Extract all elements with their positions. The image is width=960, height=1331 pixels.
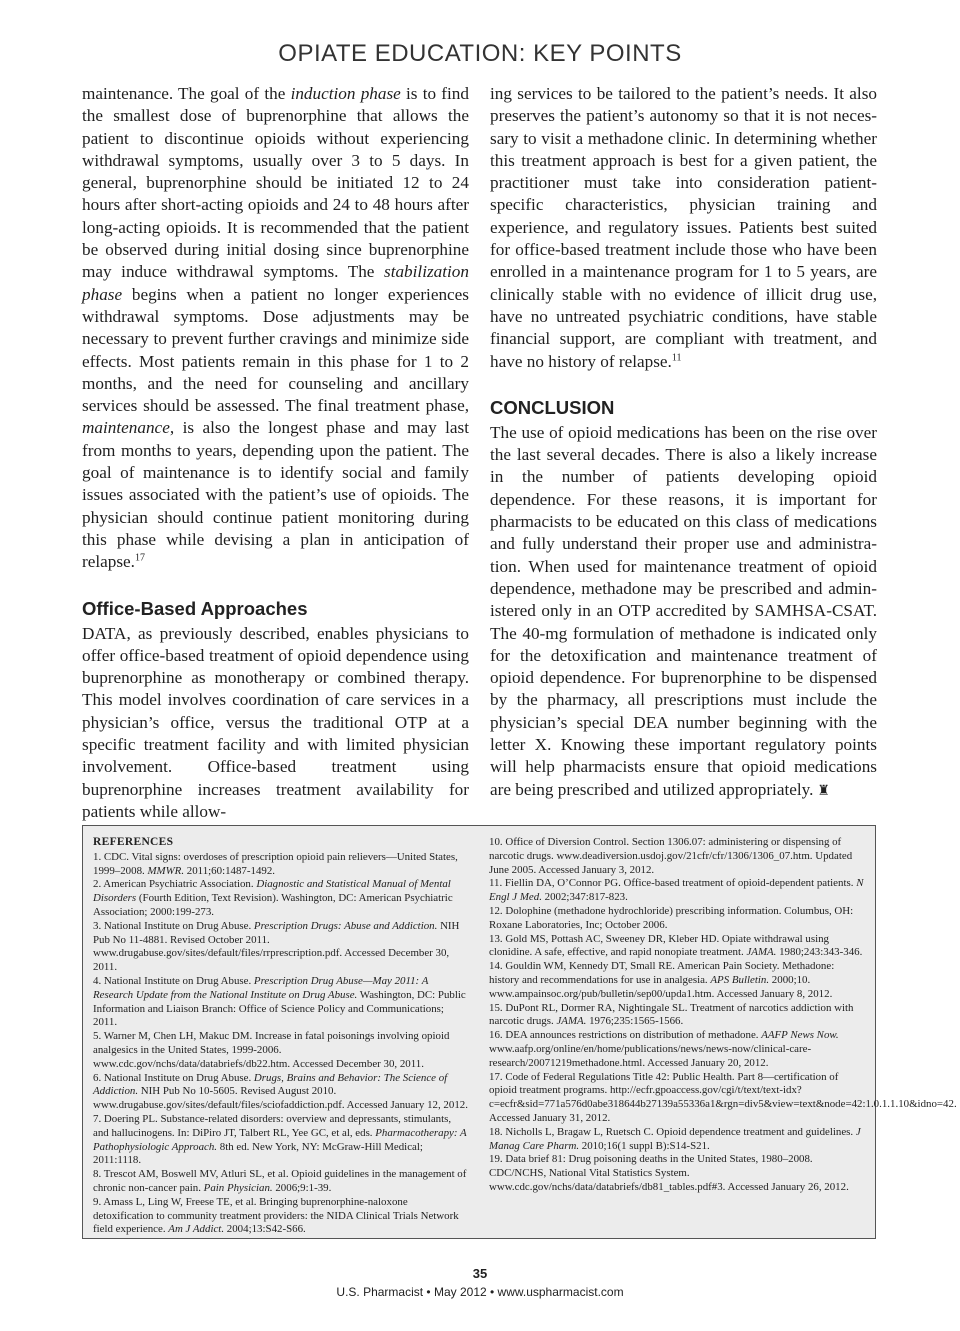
body-paragraph <box>490 83 877 373</box>
text-run: NIH Pub No 10-5605. Revised August 2010. www.drugabuse.gov/sites/default/files/sciofaddiction.pdf. Accessed January 12, 2012. <box>93 1085 468 1112</box>
italic-text: Pharmacotherapy: A Pathophysiologic Approach. <box>93 1126 467 1153</box>
running-head: OPIATE EDUCATION: KEY POINTS <box>278 40 682 67</box>
italic-text: MMWR. <box>147 864 185 877</box>
references-title: REFERENCES <box>93 836 174 848</box>
text-run: The use of opioid medications has been on the rise over the last several decades. There is also a likely increase in the number of patients developing opioid dependence. For these reasons, it is important for pharmacists to be educated on this class of medications and fully understand their proper use and administration. When used for maintenance treatment of opioid dependence, methadone may be prescribed and administered only in an OTP accredited by SAMHSA-CSAT. The 40-mg formulation of methadone is indicated only for the detoxification and maintenance treatment of opioid dependence. For buprenorphine to be dispensed by the pharmacy, all prescriptions must include the physician’s special DEA number beginning with the letter X. Knowing these important regulatory points will help pharmacists ensure that opioid medications are being prescribed and utilized appropriately. <box>490 422 877 799</box>
text-run: 4. National Institute on Drug Abuse. <box>93 974 254 987</box>
italic-text: Drugs, Brains and Behavior: The Science of Addiction. <box>93 1071 448 1098</box>
italic-text: JAMA. <box>746 946 777 959</box>
reference-item <box>93 975 468 1030</box>
conclusion-text <box>490 423 877 799</box>
text-run: 2004;13:S42-S66. <box>224 1223 306 1236</box>
text-run: 8th ed. New York, NY: McGraw-Hill Medical; 2011:1118. <box>93 1140 423 1167</box>
text-run: 11. Fiellin DA, O’Connor PG. Office-based treatment of opioid-dependent patients. <box>489 877 857 890</box>
text-run: 2010;16(1 suppl B):S14-S21. <box>579 1139 710 1152</box>
italic-text: Am J Addict. <box>168 1223 225 1236</box>
references-left-column <box>93 836 468 1237</box>
reference-item <box>93 878 468 919</box>
text-run: 2. American Psychiatric Association. <box>93 878 257 891</box>
italic-text: Prescription Drugs: Abuse and Addiction. <box>253 919 438 932</box>
left-column <box>82 83 469 823</box>
reference-item <box>93 1196 468 1237</box>
text-run: 5. Warner M, Chen LH, Makuc DM. Increase in fatal poisonings involving opioid analgesics in the United States, 1999-2006. www.cdc.gov/nchs/data/databriefs/db22.htm. Accessed December 30, 2011. <box>93 1030 450 1070</box>
text-run: www.aafp.org/online/en/home/publications/news/news-now/clinical-care-research/20071219methadone.html. Accessed January 20, 2012. <box>489 1042 812 1069</box>
text-run: DATA, as previously described, enables physicians to offer office-based treatment of opioid dependence using buprenorphine as monotherapy or combined therapy. This model involves coordination of care services in a physician’s office, versus the traditional OTP at a specific treatment facility and with limited physician involvement. Office-based treatment using buprenorphine increases treatment availability for patients while allow- <box>82 623 469 821</box>
end-of-article-icon: ♜ <box>817 783 830 799</box>
text-run: 15. DuPont RL, Dormer RA, Nightingale SL. Treatment of narcotics addiction with narcotic drugs. <box>489 1001 854 1028</box>
reference-item <box>93 1072 468 1113</box>
references-box <box>82 825 957 1239</box>
text-run: 1980;243:343-346. <box>776 946 863 959</box>
reference-item <box>489 1002 864 1030</box>
reference-item <box>93 920 468 975</box>
references-right-column <box>489 836 957 1195</box>
italic-text: J Manag Care Pharm. <box>489 1125 861 1152</box>
reference-item <box>489 1029 864 1070</box>
italic-text: AAFP News Now. <box>761 1029 839 1042</box>
text-run: 17. Code of Federal Regulations Title 42: Public Health. Part 8—certification of opioid treatment programs. http://ecfr.gpoaccess.gov/cgi/t/text/text-idx?c=ecfr&sid=771a576d0abe318644b27139a55336a1&rgn=div5&view=text&node=42:1.0.1.1.10&idno=42. Accessed January 31, 2012. <box>489 1070 957 1124</box>
text-run: (Fourth Edition, Text Revision). Washington, DC: American Psychiatric Association; 2000:199-273. <box>93 892 453 918</box>
text-run: 12. Dolophine (methadone hydrochloride) prescribing information. Columbus, OH: Roxane Laboratories, Inc; October 2006. <box>489 904 854 931</box>
italic-text: Diagnostic and Statistical Manual of Mental Disorders <box>93 878 451 905</box>
reference-item <box>489 905 864 933</box>
reference-item <box>489 1153 864 1194</box>
text-run: NIH Pub No 11-4881. Revised October 2011. www.drugabuse.gov/sites/default/files/rrprescription.pdf. Accessed December 30, 2011. <box>93 919 460 974</box>
text-run: 10. Office of Diversion Control. Section 1306.07: administering or dispensing of narcotic drugs. www.deadiversion.usdoj.gov/21cfr/cfr/1306/1306_07.htm. Updated June 2005. Accessed January 3, 2012. <box>489 836 853 876</box>
text-run: Washington, DC: Public Information and Liaison Branch: Office of Science Policy and Communications; 2011. <box>93 988 466 1029</box>
text-run: 3. National Institute on Drug Abuse. <box>93 919 254 932</box>
text-run: 1976;235:1565-1566. <box>586 1015 684 1028</box>
italic-text: maintenance <box>82 418 170 438</box>
italic-text: induction phase <box>290 84 401 103</box>
text-run: maintenance. The goal of the <box>82 84 291 103</box>
text-run: is to find the smallest dose of buprenorphine that allows the patient to discontinue opioids without experiencing withdrawal symptoms, usually over 3 to 5 days. In general, buprenorphine should be initiated 12 to 24 hours after short-acting opioids and 24 to 48 hours after long-acting opioids. It is recommended that the patient be observed during initial dosing since buprenorphine may induce withdrawal symptoms. The <box>82 84 469 282</box>
citation-superscript: 17 <box>134 552 145 564</box>
text-run: 16. DEA announces restrictions on distribution of methadone. <box>489 1029 762 1042</box>
reference-item <box>93 1168 468 1196</box>
reference-item <box>489 836 864 877</box>
italic-text: APS Bulletin. <box>710 973 770 986</box>
text-run: 9. Amass L, Ling W, Freese TE, et al. Bringing buprenorphine-naloxone detoxification to community treatment providers: the NIDA Clinical Trials Network field experience. <box>93 1195 459 1236</box>
reference-item <box>489 877 864 905</box>
text-run: 1. CDC. Vital signs: overdoses of prescription opioid pain relievers—United States, 1999–2008. <box>93 850 458 877</box>
reference-item <box>93 1113 468 1168</box>
section-heading-office-based: Office-Based Approaches <box>82 597 308 619</box>
reference-list-right <box>489 836 957 1195</box>
page-number: 35 <box>472 1266 488 1281</box>
body-paragraph <box>82 623 469 824</box>
text-run: ing services to be tailored to the patient’s needs. It also preserves the patient’s autonomy so that it is not necessary to visit a methadone clinic. In determining whether this treatment approach is best for a given patient, the practitioner must take into consideration patient-specific characteristics, physician training and experience, and regulatory issues. Patients best suited for office-based treatment include those who have been enrolled in a maintenance program for 1 to 5 years, are clinically stable with no evidence of illicit drug use, have no untreated psychiatric conditions, have stable financial support, are compliant with treatment, and have no history of relapse. <box>490 84 877 371</box>
italic-text: JAMA. <box>556 1015 587 1028</box>
reference-item <box>93 851 468 879</box>
reference-list-left <box>93 851 468 1237</box>
body-paragraph-conclusion <box>490 422 877 803</box>
body-paragraph <box>82 83 469 574</box>
text-run: 2006;9:1-39. <box>272 1181 332 1194</box>
text-run: 7. Doering PL. Substance-related disorders: overview and depressants, stimulants, and hallucinogens. In: DiPiro JT, Talbert RL, Yee GC, et al, eds. <box>93 1112 452 1139</box>
citation-superscript: 11 <box>671 351 682 363</box>
reference-item <box>489 933 864 961</box>
text-run: 2011;60:1487-1492. <box>184 864 276 877</box>
section-heading-conclusion: CONCLUSION <box>490 396 615 418</box>
text-run: 13. Gold MS, Pottash AC, Sweeney DR, Kleber HD. Opiate withdrawal using clonidine. A safe, effective, and rapid nonopiate treatment. <box>489 932 829 959</box>
reference-item <box>93 1030 468 1071</box>
text-run: 18. Nicholls L, Bragaw L, Ruetsch C. Opioid dependence treatment and guidelines. <box>489 1125 856 1138</box>
text-run: 19. Data brief 81: Drug poisoning deaths in the United States, 1980–2008. CDC/NCHS, National Vital Statistics System. www.cdc.gov/nchs/data/databriefs/db81_tables.pdf#3. Accessed January 26, 2012. <box>489 1153 849 1193</box>
reference-item <box>489 1070 957 1126</box>
text-run: 2000;10. www.ampainsoc.org/pub/bulletin/sep00/upda1.htm. Accessed January 8, 2012. <box>489 973 833 1000</box>
italic-text: stabilization phase <box>82 262 469 304</box>
reference-item <box>489 960 864 1001</box>
reference-item <box>489 1126 864 1154</box>
text-run: 8. Trescot AM, Boswell MV, Atluri SL, et al. Opioid guidelines in the management of chronic non-cancer pain. <box>93 1168 467 1194</box>
text-run: 2002;347:817-823. <box>541 891 628 904</box>
text-run: begins when a patient no longer experiences withdrawal symptoms. Dose adjustments may be necessary to prevent further cravings and minimize side effects. Most patients remain in this phase for 1 to 2 months, and the need for counseling and ancillary services should be assessed. The final treatment phase, <box>82 284 469 416</box>
italic-text: Pain Physician. <box>203 1181 273 1194</box>
text-run: , is also the longest phase and may last from months to years, depending upon the patient. The goal of maintenance is to identify social and family issues associated with the patient’s use of opioids. The physician should continue patient monitoring during this phase while devising a plan in anticipation of relapse. <box>82 418 469 572</box>
text-run: 14. Gouldin WM, Kennedy DT, Small RE. American Pain Society. Methadone: history and recommendations for use in analgesia. <box>489 960 835 986</box>
italic-text: N Engl J Med. <box>489 877 864 904</box>
italic-text: Prescription Drug Abuse—May 2011: A Research Update from the National Institute on Drug Abuse. <box>93 974 429 1001</box>
right-column <box>490 83 877 803</box>
footer: U.S. Pharmacist • May 2012 • www.uspharmacist.com <box>336 1285 624 1299</box>
text-run: 6. National Institute on Drug Abuse. <box>93 1071 254 1084</box>
